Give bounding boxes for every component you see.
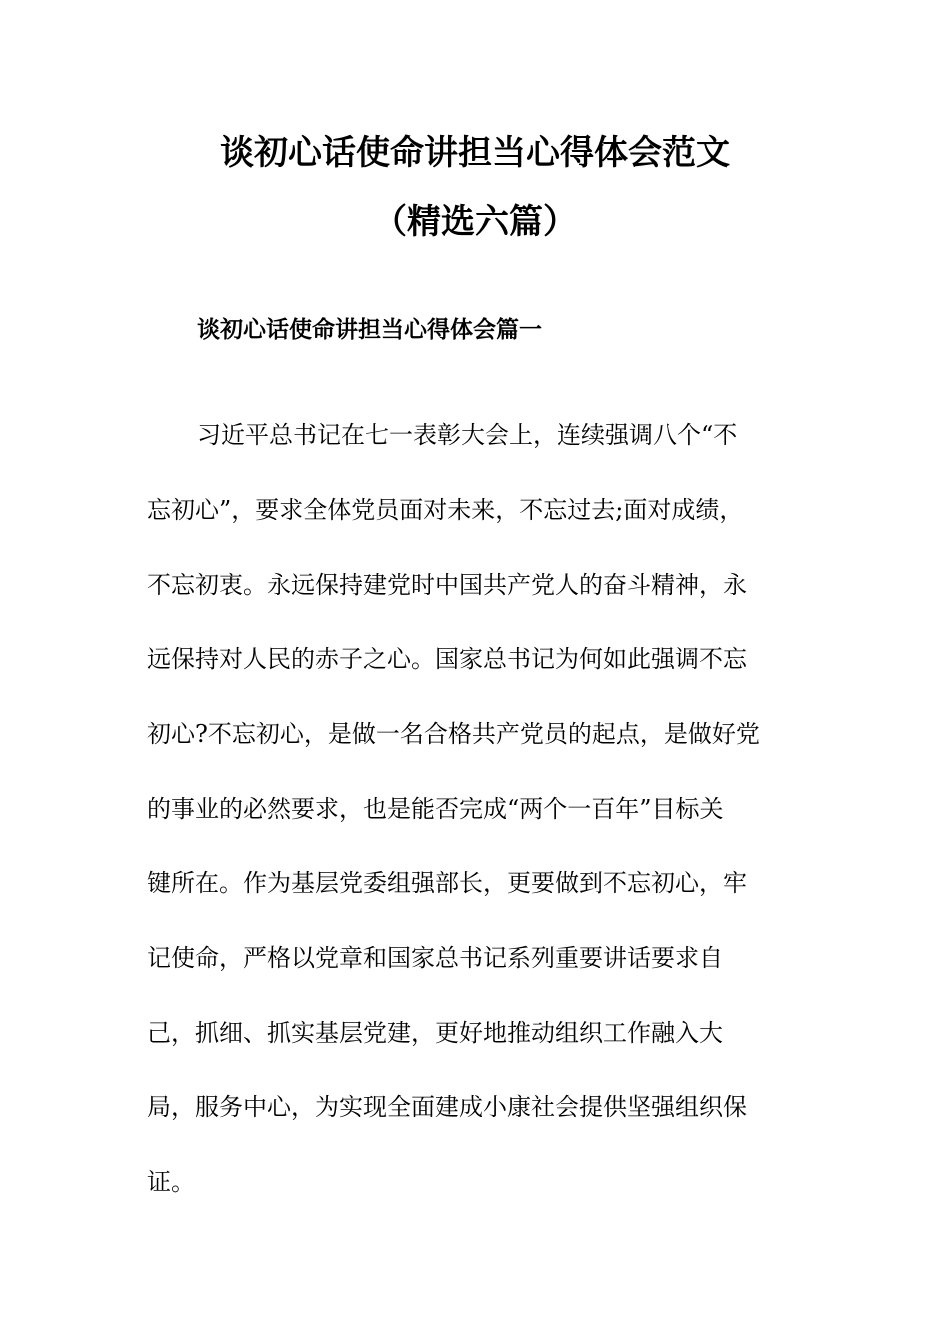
- paragraph-line: 记使命，严格以党章和国家总书记系列重要讲话要求自: [147, 944, 723, 972]
- paragraph-line: 己，抓细、抓实基层党建，更好地推动组织工作融入大: [147, 1019, 723, 1047]
- paragraph-line: 习近平总书记在七一表彰大会上，连续强调八个“不: [197, 421, 738, 449]
- paragraph-line: 证。: [147, 1168, 195, 1196]
- section-heading: 谈初心话使命讲担当心得体会篇一: [197, 317, 542, 343]
- paragraph-line: 键所在。作为基层党委组强部长，更要做到不忘初心，牢: [147, 869, 747, 897]
- paragraph-line: 局，服务中心，为实现全面建成小康社会提供坚强组织保: [147, 1093, 747, 1121]
- paragraph-line: 初心?不忘初心，是做一名合格共产党员的起点，是做好党: [147, 720, 760, 748]
- paragraph-line: 不忘初衷。永远保持建党时中国共产党人的奋斗精神，永: [147, 571, 747, 599]
- paragraph-line: 远保持对人民的赤子之心。国家总书记为何如此强调不忘: [147, 645, 747, 673]
- paragraph-line: 忘初心”，要求全体党员面对未来，不忘过去;面对成绩，: [147, 496, 744, 524]
- document-subtitle: （精选六篇）: [373, 202, 577, 242]
- document-title: 谈初心话使命讲担当心得体会范文: [220, 133, 730, 173]
- paragraph-line: 的事业的必然要求，也是能否完成“两个一百年”目标关: [147, 795, 724, 823]
